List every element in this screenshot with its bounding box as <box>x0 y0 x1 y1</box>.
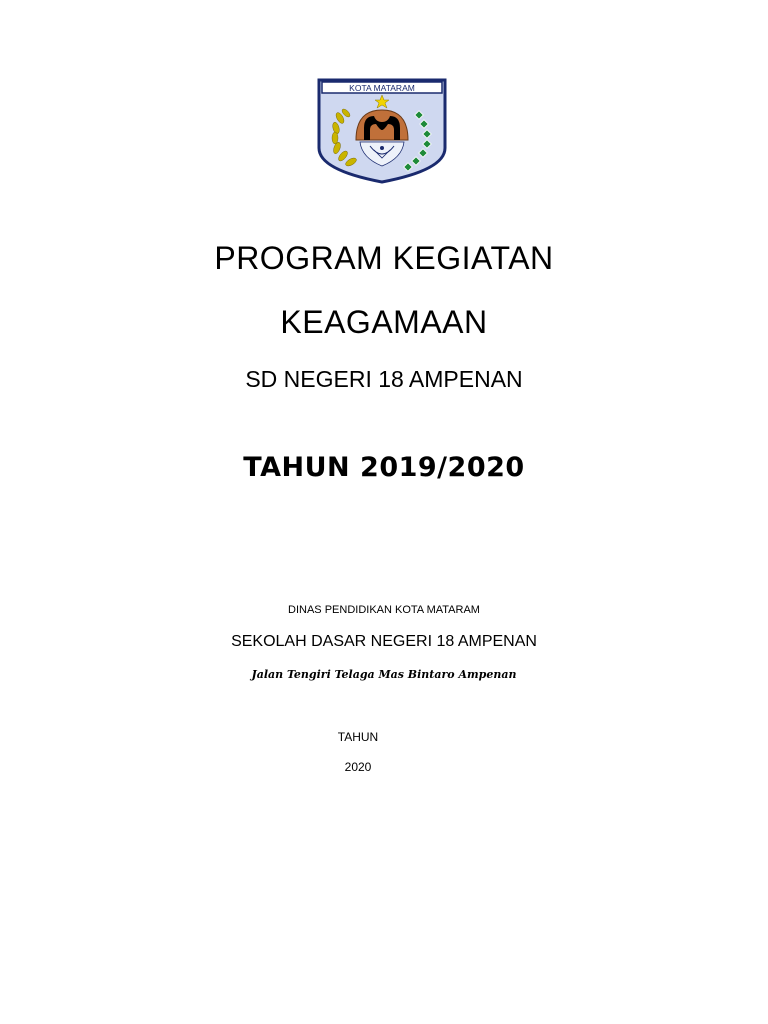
school-address: Jalan Tengiri Telaga Mas Bintaro Ampenan <box>251 668 517 681</box>
school-title: SD NEGERI 18 AMPENAN <box>245 366 523 392</box>
department-name: DINAS PENDIDIKAN KOTA MATARAM <box>288 604 480 616</box>
document-title-line1: PROGRAM KEGIATAN <box>214 240 554 276</box>
academic-year: TAHUN 2019/2020 <box>243 452 525 483</box>
year-label: TAHUN <box>337 730 379 744</box>
school-name: SEKOLAH DASAR NEGERI 18 AMPENAN <box>231 633 537 650</box>
emblem-banner-text: KOTA MATARAM <box>349 83 415 93</box>
year-value: 2020 <box>344 760 372 774</box>
document-title-line2: KEAGAMAAN <box>280 304 488 340</box>
kota-mataram-emblem-icon <box>316 78 448 184</box>
